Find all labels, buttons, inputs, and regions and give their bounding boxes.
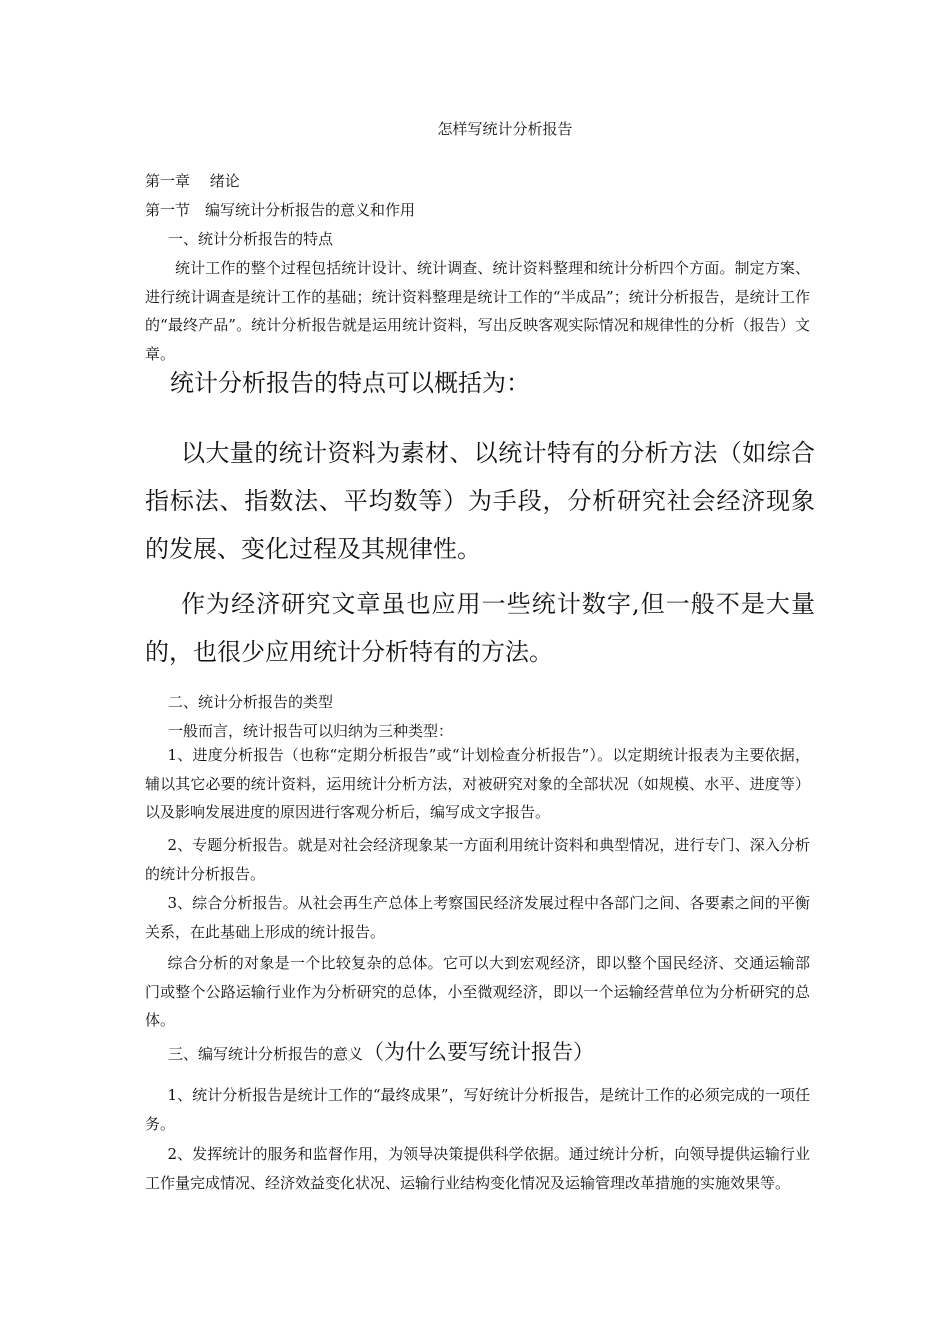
part2-item-1: 1、进度分析报告（也称“定期分析报告”或“计划检查分析报告”）。以定期统计报表为主要依据，辅以其它必要的统计资料，运用统计分析方法，对被研究对象的全部状况（如规模、水平、进度等）以及影响发展进度的原因进行客观分析后，编写成文字报告。 [145,746,810,821]
part3-heading-line [168,1036,838,1066]
part2-item-2: 2、专题分析报告。就是对社会经济现象某一方面利用统计资料和典型情况，进行专门、深入分析的统计分析报告。 [145,836,810,883]
part3-heading-note: （为什么要写统计报告） [363,1040,595,1064]
part3-item-1: 1、统计分析报告是统计工作的“最终成果”，写好统计分析报告，是统计工作的必须完成的一项任务。 [145,1086,810,1133]
part1-big-heading: 统计分析报告的特点可以概括为： [170,369,530,397]
part2-item-3-note: 综合分析的对象是一个比较复杂的总体。它可以大到宏观经济，即以整个国民经济、交通运输部门或整个公路运输行业作为分析研究的总体，小至微观经济，即以一个运输经营单位为分析研究的总体。 [145,954,810,1029]
part1-paragraph: 统计工作的整个过程包括统计设计、统计调查、统计资料整理和统计分析四个方面。制定方案、进行统计调查是统计工作的基础；统计资料整理是统计工作的“半成品”；统计分析报告，是统计工作的“最终产品”。统计分析报告就是运用统计资料，写出反映客观实际情况和规律性的分析（报告）文章。 [145,259,810,363]
part3-item-2: 2、发挥统计的服务和监督作用，为领导决策提供科学依据。通过统计分析，向领导提供运输行业工作量完成情况、经济效益变化状况、运输行业结构变化情况及运输管理改革措施的实施效果等。 [145,1145,810,1192]
part1-big-paragraph-1: 以大量的统计资料为素材、以统计特有的分析方法（如综合指标法、指数法、平均数等）为手段，分析研究社会经济现象的发展、变化过程及其规律性。 [145,439,815,563]
chapter-heading: 第一章 绪论 [145,172,240,190]
document-title: 怎样写统计分析报告 [437,120,573,138]
part1-heading: 一、统计分析报告的特点 [168,230,334,248]
part2-intro: 一般而言，统计报告可以归纳为三种类型： [168,722,454,740]
part2-heading: 二、统计分析报告的类型 [168,693,334,711]
part1-big-paragraph-2: 作为经济研究文章虽也应用一些统计数字,但一般不是大量的，也很少应用统计分析特有的方法。 [145,590,815,666]
part3-heading: 三、编写统计分析报告的意义 [168,1045,364,1063]
section-heading: 第一节 编写统计分析报告的意义和作用 [145,201,416,219]
part2-item-3: 3、综合分析报告。从社会再生产总体上考察国民经济发展过程中各部门之间、各要素之间的平衡关系，在此基础上形成的统计报告。 [145,894,810,941]
